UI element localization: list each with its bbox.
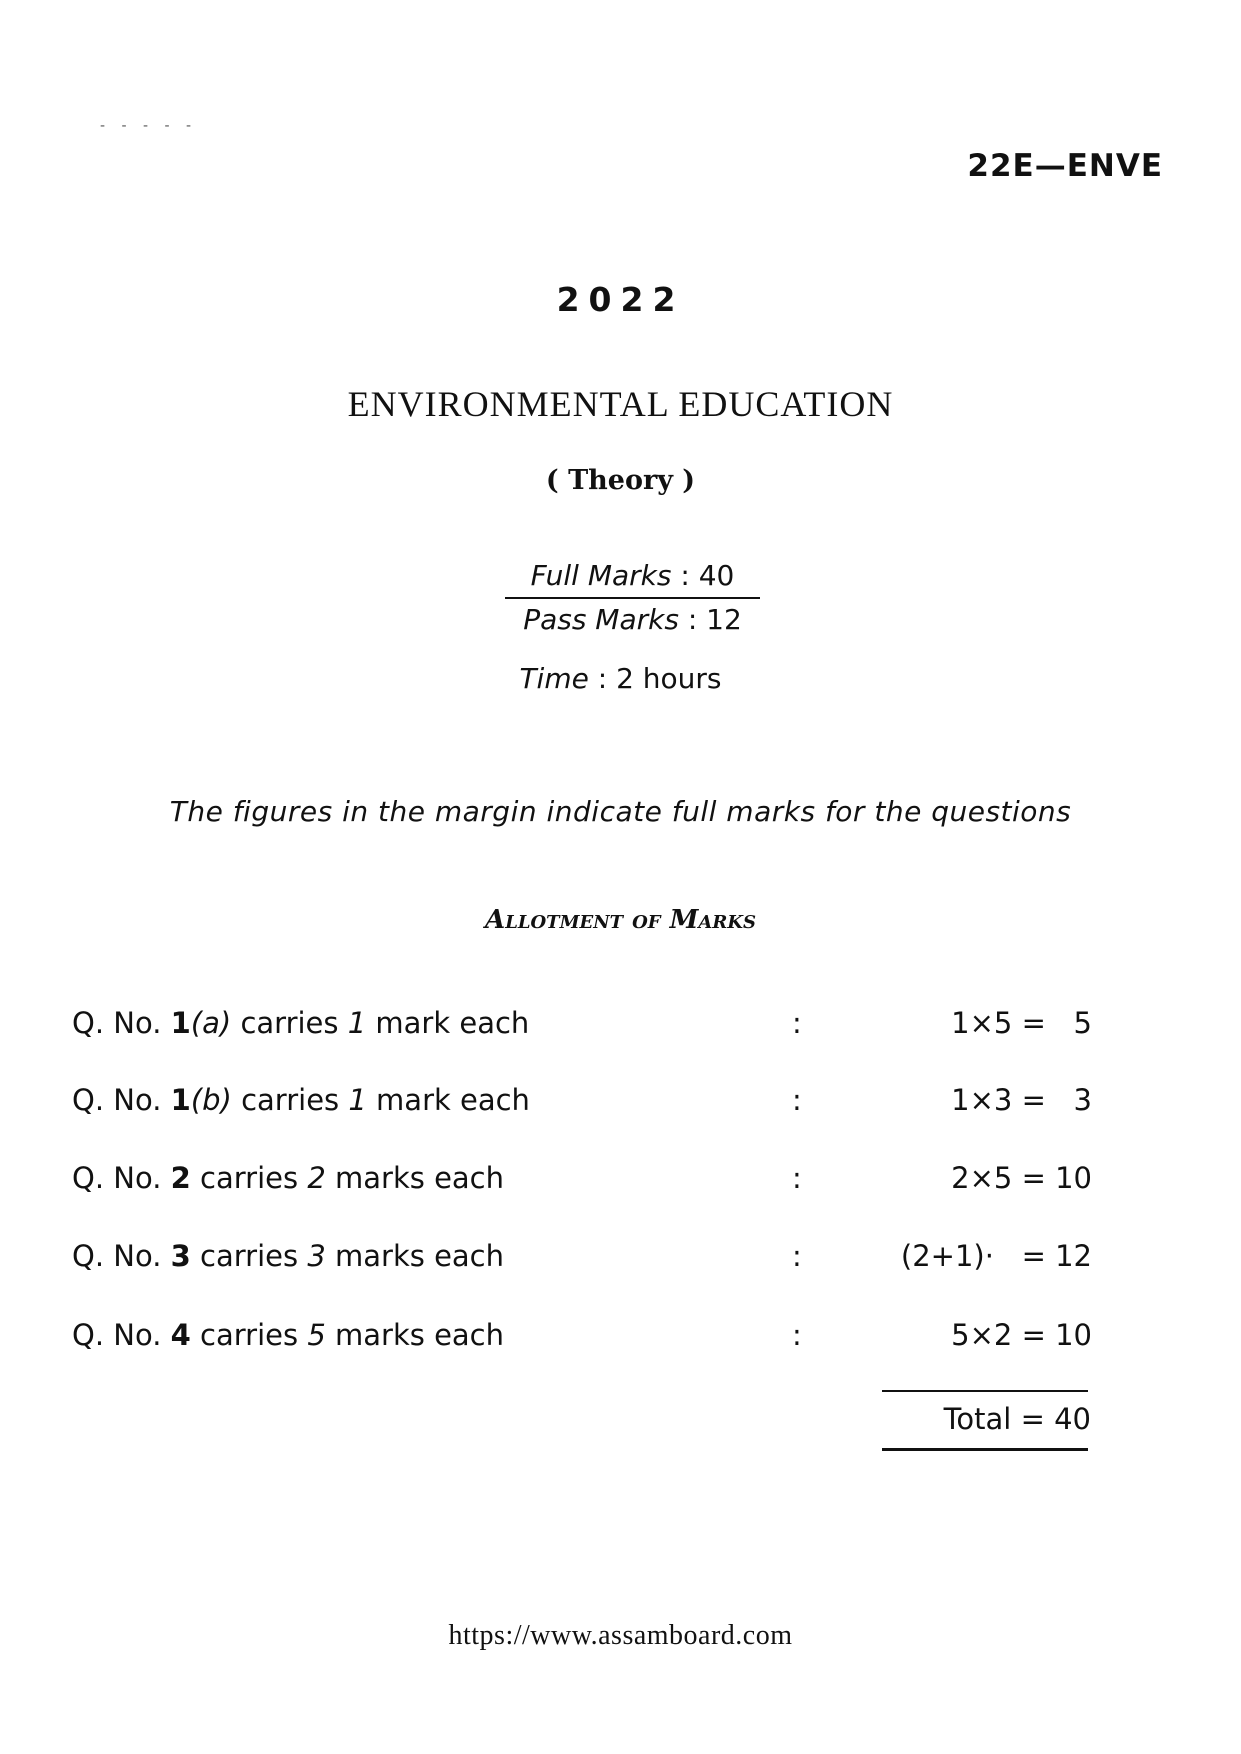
allotment-colon: : (792, 1161, 802, 1195)
time-value: : 2 hours (597, 662, 722, 695)
allotment-question: Q. No. 2 carries 2 marks each (72, 1161, 505, 1195)
allotment-row (72, 1083, 1092, 1133)
instruction-text: The figures in the margin indicate full marks for the questions (169, 795, 1072, 828)
total-rule-top (882, 1390, 1088, 1392)
footer-url[interactable]: https://www.assamboard.com (448, 1620, 793, 1651)
allotment-question: Q. No. 1(a) carries 1 mark each (72, 1006, 530, 1040)
total-marks: Total = 40 (943, 1402, 1091, 1436)
paper-type: ( Theory ) (545, 465, 696, 496)
scan-artifact-marks: - - - - - (100, 118, 198, 134)
allotment-heading: Allotment of Marks (485, 905, 756, 935)
pass-marks-value: : 12 (687, 603, 742, 636)
allotment-question: Q. No. 3 carries 3 marks each (72, 1239, 505, 1273)
allotment-row (72, 1006, 1092, 1056)
allotment-row (72, 1239, 1092, 1289)
allotment-colon: : (792, 1318, 802, 1352)
time-allowed (0, 662, 1241, 695)
pass-marks (505, 599, 760, 641)
allotment-calculation: 1×3 = 3 (951, 1083, 1092, 1117)
time-label: Time (519, 662, 589, 695)
paper-code: 22E—ENVE (967, 148, 1163, 184)
allotment-question: Q. No. 4 carries 5 marks each (72, 1318, 505, 1352)
allotment-colon: : (792, 1006, 802, 1040)
allotment-calculation: 5×2 = 10 (951, 1318, 1092, 1352)
total-rule-bottom (882, 1448, 1088, 1451)
allotment-calculation: (2+1)· = 12 (900, 1239, 1092, 1273)
allotment-colon: : (792, 1239, 802, 1273)
allotment-question: Q. No. 1(b) carries 1 mark each (72, 1083, 530, 1117)
full-marks-value: : 40 (680, 559, 735, 592)
allotment-row (72, 1318, 1092, 1368)
full-marks-label: Full Marks (530, 559, 672, 592)
allotment-colon: : (792, 1083, 802, 1117)
allotment-calculation: 2×5 = 10 (951, 1161, 1092, 1195)
allotment-row (72, 1161, 1092, 1211)
pass-marks-label: Pass Marks (523, 603, 679, 636)
subject-title: ENVIRONMENTAL EDUCATION (347, 384, 894, 424)
allotment-calculation: 1×5 = 5 (951, 1006, 1092, 1040)
marks-block (505, 555, 760, 641)
full-marks (505, 555, 760, 599)
exam-year: 2022 (556, 280, 685, 319)
